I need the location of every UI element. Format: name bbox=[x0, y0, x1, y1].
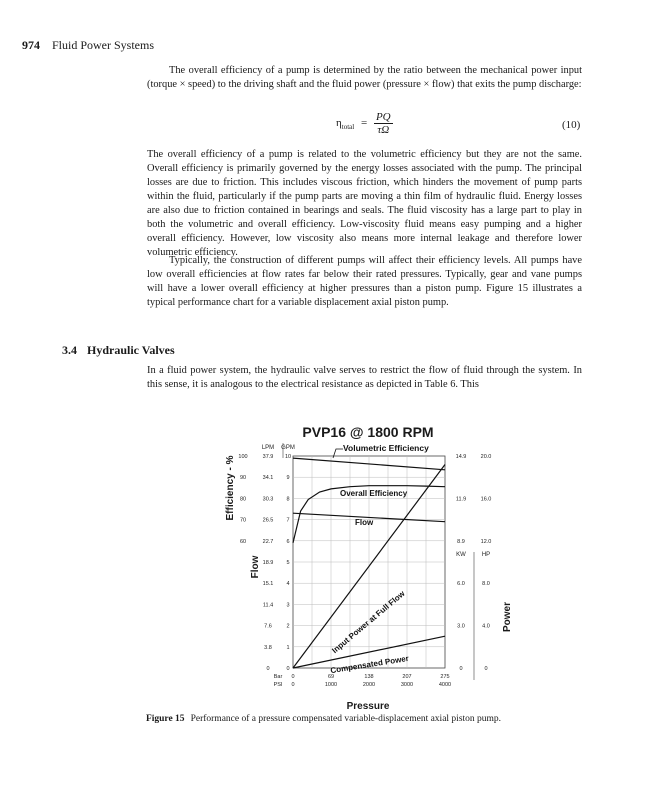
lpm-header: LPM bbox=[261, 445, 275, 451]
chart-title: PVP16 @ 1800 RPM bbox=[302, 424, 434, 440]
figure-label: Figure 15 bbox=[145, 714, 185, 724]
input-power-at-full-flow-label: Input Power at Full Flow bbox=[330, 589, 407, 656]
hp-header: HP bbox=[481, 552, 491, 558]
lpm-tick-label: 34.1 bbox=[262, 475, 274, 482]
gpm-tick-label: 9 bbox=[286, 475, 290, 482]
gpm-tick-label: 1 bbox=[286, 644, 290, 651]
kw-tick-label: 0 bbox=[459, 666, 463, 672]
lpm-tick-label: 15.1 bbox=[262, 581, 274, 588]
kw-tick-label: 11.9 bbox=[455, 496, 467, 503]
bar-tick-label: 138 bbox=[364, 674, 374, 680]
bottom-axis-ticks bbox=[274, 674, 452, 688]
gpm-tick-label: 6 bbox=[286, 538, 290, 545]
volumetric-efficiency-leader bbox=[333, 449, 343, 458]
efficiency-tick-label: 60 bbox=[239, 538, 247, 545]
compensated-power-label: Compensated Power bbox=[329, 653, 410, 676]
lpm-tick-label: 26.5 bbox=[262, 517, 274, 524]
gpm-tick-label: 3 bbox=[286, 602, 290, 609]
overall-efficiency-label: Overall Efficiency bbox=[340, 489, 408, 498]
pressure-axis-label: Pressure bbox=[346, 701, 390, 712]
right-axis-ticks bbox=[456, 454, 492, 672]
gpm-tick-label: 0 bbox=[286, 666, 290, 672]
paragraph-overall-efficiency-detail: The overall efficiency of a pump is related to the volumetric efficiency but they are not the same. Overall efficiency is primarily governed by the energy losses associated with the pump. The principal losses are due to friction. This includes viscous friction, which hinders the movement of pump parts within the fluid, particularly if the pump parts are moving a thin film of hydraulic fluid. Energy losses are also due to friction contained in bearings and seals. The fluid viscosity has a large part to play in both the volumetric and overall efficiency. Low-viscosity fluid means easy pumping and a higher overall efficiency. However, low viscosity also means more internal leakage and therefore lower volumetric efficiency. bbox=[147, 149, 582, 258]
gpm-tick-label: 2 bbox=[286, 623, 290, 630]
efficiency-tick-label: 90 bbox=[239, 475, 247, 482]
psi-tick-label: 0 bbox=[291, 682, 295, 688]
running-title: Fluid Power Systems bbox=[52, 38, 155, 52]
efficiency-tick-label: 100 bbox=[238, 454, 248, 460]
fraction-numerator: PQ bbox=[375, 111, 391, 123]
fraction-denominator: τΩ bbox=[377, 124, 390, 136]
gpm-tick-label: 4 bbox=[286, 581, 290, 588]
kw-header: KW bbox=[456, 552, 466, 558]
page-number: 974 bbox=[22, 38, 40, 52]
left-axis-ticks bbox=[238, 454, 291, 672]
bar-tick-label: 207 bbox=[402, 674, 412, 680]
kw-tick-label: 8.9 bbox=[457, 538, 465, 545]
hp-tick-label: 0 bbox=[484, 666, 488, 672]
figure-caption-text: Performance of a pressure compensated variable-displacement axial piston pump. bbox=[190, 714, 502, 724]
lpm-tick-label: 11.4 bbox=[262, 602, 274, 609]
psi-tick-label: 3000 bbox=[400, 682, 414, 688]
paragraph-pump-construction: Typically, the construction of different pumps will affect their efficiency levels. All pumps have low overall efficiencies at flow rates far below their rated pressures. Typically, gear and vane pumps will have a lower overall efficiency at higher pressures than a piston pump. Figure 15 illustrates a typical performance chart for a variable displacement axial piston pump. bbox=[147, 255, 582, 308]
lpm-tick-label: 22.7 bbox=[262, 538, 274, 545]
equation-number: (10) bbox=[562, 119, 581, 131]
psi-tick-label: 1000 bbox=[324, 682, 338, 688]
eta-subscript: total bbox=[341, 123, 355, 132]
kw-tick-label: 3.0 bbox=[457, 623, 465, 630]
gpm-header: GPM bbox=[281, 445, 295, 451]
flow-label: Flow bbox=[355, 518, 374, 527]
lpm-tick-label: 30.3 bbox=[262, 496, 274, 503]
eta-symbol: η bbox=[336, 117, 342, 130]
lpm-tick-label: 3.8 bbox=[264, 644, 272, 651]
figure-caption bbox=[0, 714, 647, 724]
paragraph-overall-efficiency-intro: The overall efficiency of a pump is determined by the ratio between the mechanical power input (torque × speed) to the driving shaft and the fluid power (pressure × flow) that exits the pump discharge: bbox=[147, 65, 582, 90]
power-axis-label: Power bbox=[502, 601, 513, 633]
flow-axis-label: Flow bbox=[250, 555, 261, 579]
psi-tick-label: 4000 bbox=[438, 682, 452, 688]
lpm-tick-label: 37.9 bbox=[262, 454, 274, 460]
gridlines bbox=[293, 456, 445, 668]
hp-tick-label: 8.0 bbox=[482, 581, 490, 588]
psi-tick-label: 2000 bbox=[362, 682, 376, 688]
hp-tick-label: 12.0 bbox=[480, 538, 492, 545]
gpm-tick-label: 8 bbox=[286, 496, 290, 503]
bar-tick-label: 69 bbox=[327, 674, 335, 680]
lpm-tick-label: 0 bbox=[266, 666, 270, 672]
series-labels bbox=[330, 443, 429, 675]
efficiency-tick-label: 70 bbox=[239, 517, 247, 524]
lpm-tick-label: 7.6 bbox=[264, 623, 272, 630]
paragraph-hydraulic-valves: In a fluid power system, the hydraulic valve serves to restrict the flow of fluid through the system. In this sense, it is analogous to the electrical resistance as depicted in Table 6. This bbox=[147, 365, 582, 390]
bar-tick-label: Bar bbox=[273, 674, 283, 680]
gpm-tick-label: 10 bbox=[284, 454, 292, 460]
psi-tick-label: PSI bbox=[273, 682, 283, 688]
equals-sign: = bbox=[360, 117, 368, 130]
kw-tick-label: 6.0 bbox=[457, 581, 465, 588]
gpm-tick-label: 5 bbox=[286, 560, 290, 566]
volumetric-efficiency-label: Volumetric Efficiency bbox=[343, 443, 429, 453]
gpm-tick-label: 7 bbox=[286, 517, 290, 524]
bar-tick-label: 275 bbox=[440, 674, 450, 680]
hp-tick-label: 20.0 bbox=[480, 454, 492, 460]
efficiency-tick-label: 80 bbox=[239, 496, 247, 503]
hp-tick-label: 4.0 bbox=[482, 623, 490, 630]
kw-tick-label: 14.9 bbox=[455, 454, 467, 460]
hp-tick-label: 16.0 bbox=[480, 496, 492, 503]
lpm-tick-label: 18.9 bbox=[262, 560, 274, 566]
section-number: 3.4 bbox=[62, 343, 77, 357]
bar-tick-label: 0 bbox=[291, 674, 295, 680]
efficiency-axis-label: Efficiency - % bbox=[225, 455, 236, 521]
section-title: Hydraulic Valves bbox=[87, 343, 175, 357]
